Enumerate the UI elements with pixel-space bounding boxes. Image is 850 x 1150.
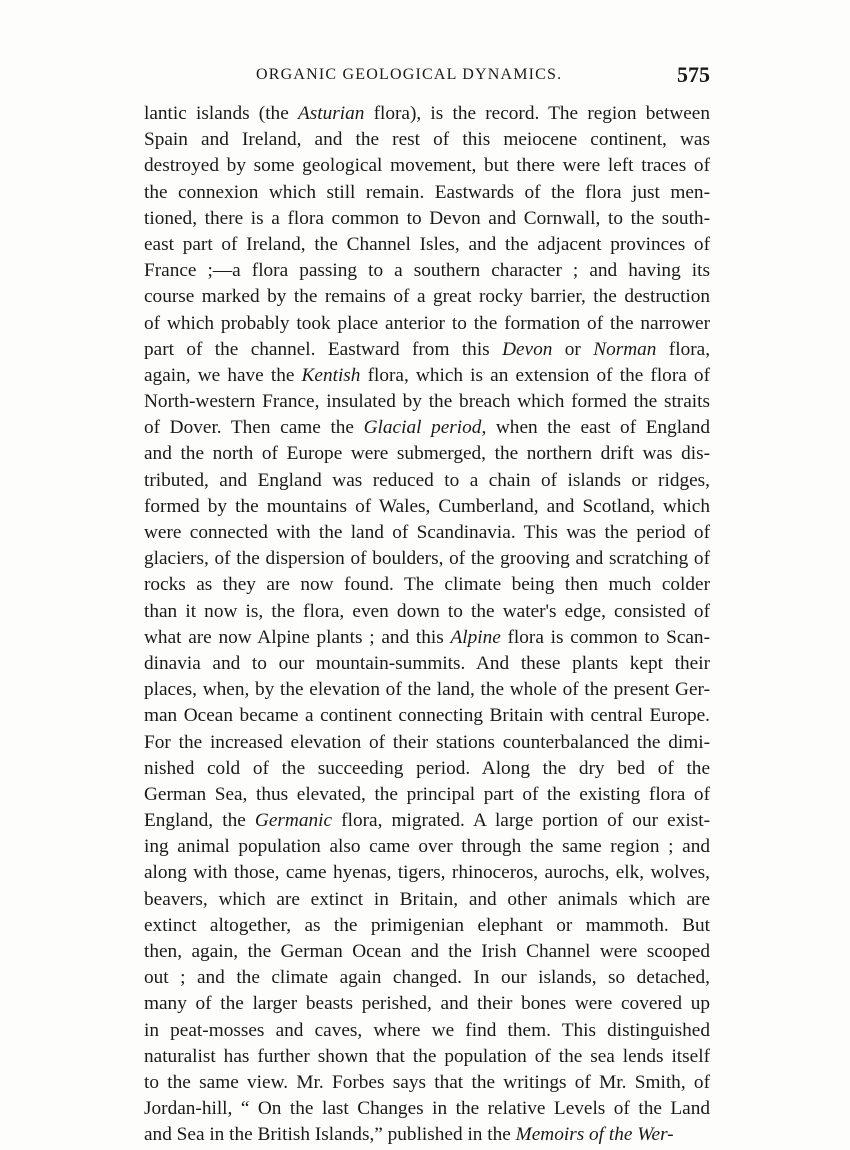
text-segment: , when the east of England [481, 417, 710, 439]
text-segment: flora), is the record. The region between [364, 103, 711, 124]
text-segment: again, we have the [144, 364, 302, 386]
italic-text: Alpine [450, 626, 501, 648]
text-line [144, 363, 710, 389]
text-segment: naturalist has further shown that the population of the sea lends itself [144, 1045, 710, 1067]
italic-text: Glacial period [363, 417, 482, 439]
text-line [144, 101, 710, 127]
text-segment: flora, migrated. A large portion of our exist- [332, 810, 710, 832]
text-line [144, 180, 710, 206]
text-segment: many of the larger beasts perished, and their bones were covered up [144, 993, 710, 1015]
text-line [144, 494, 710, 520]
text-line [144, 127, 710, 153]
text-segment: to the same view. Mr. Forbes says that the writings of Mr. Smith, of [144, 1071, 710, 1093]
text-line [144, 887, 710, 913]
text-segment: German Sea, thus elevated, the principal part of the existing flora of [144, 783, 710, 805]
body-text [144, 101, 710, 1149]
text-segment: dinavia and to our mountain-summits. And these plants kept their [144, 652, 710, 674]
text-segment: in peat-mosses and caves, where we find them. This distinguished [144, 1019, 710, 1041]
text-line [144, 965, 710, 991]
text-segment: Spain and Ireland, and the rest of this meiocene continent, was [144, 129, 710, 151]
text-segment: flora is common to Scan- [500, 626, 710, 648]
text-line [144, 468, 710, 494]
text-segment: then, again, the German Ocean and the Irish Channel were scooped [144, 941, 710, 962]
text-segment: ing animal population also came over through the same region ; and [144, 836, 710, 858]
text-segment: England, the [144, 810, 255, 832]
text-segment: extinct altogether, as the primigenian elephant or mammoth. But [144, 914, 710, 936]
text-segment: or [552, 338, 594, 360]
text-segment: For the increased elevation of their stations counterbalanced the dimi- [144, 731, 710, 753]
text-line [144, 311, 710, 337]
text-segment: flora, which is an extension of the flora of [360, 364, 710, 386]
text-line [144, 546, 710, 572]
text-segment: man Ocean became a continent connecting Britain with central Europe. [144, 705, 710, 727]
text-line [144, 599, 710, 625]
text-line [144, 808, 710, 834]
text-segment: part of the channel. Eastward from this [144, 338, 503, 360]
text-line [144, 913, 710, 939]
text-line [144, 730, 710, 756]
text-segment: nished cold of the succeeding period. Along the dry bed of the [144, 757, 710, 779]
text-line [144, 756, 710, 782]
text-line [144, 258, 710, 284]
running-head: ORGANIC GEOLOGICAL DYNAMICS. [256, 66, 563, 83]
text-line [144, 153, 710, 179]
italic-text: Germanic [254, 810, 333, 832]
text-segment: than it now is, the flora, even down to the water's edge, consisted of [144, 600, 710, 622]
text-segment: of which probably took place anterior to the formation of the narrower [144, 312, 710, 334]
text-segment: course marked by the remains of a great rocky barrier, the destruction [144, 286, 710, 308]
text-line [144, 232, 710, 258]
text-line [144, 625, 710, 651]
text-line [144, 1122, 710, 1148]
text-segment: along with those, came hyenas, tigers, rhinoceros, aurochs, elk, wolves, [144, 862, 710, 884]
text-segment: France ;—a flora passing to a southern character ; and having its [144, 260, 710, 282]
text-segment: beavers, which are extinct in Britain, and other animals which are [144, 888, 710, 910]
text-segment: destroyed by some geological movement, but there were left traces of [144, 155, 710, 177]
text-segment: tioned, there is a flora common to Devon and Cornwall, to the south- [144, 207, 710, 229]
text-line [144, 1070, 710, 1096]
text-segment: and the north of Europe were submerged, the northern drift was dis- [144, 443, 710, 465]
text-line [144, 389, 710, 415]
text-line [144, 1018, 710, 1044]
italic-text: Asturian [297, 103, 365, 124]
text-line [144, 284, 710, 310]
text-line [144, 782, 710, 808]
text-line [144, 415, 710, 441]
text-line [144, 206, 710, 232]
text-segment: North-western France, insulated by the breach which formed the straits [144, 391, 710, 413]
text-segment: Jordan-hill, “ On the last Changes in the relative Levels of the Land [144, 1098, 710, 1120]
italic-text: Devon [502, 338, 553, 360]
italic-text: Kentish [301, 364, 361, 386]
text-segment: what are now Alpine plants ; and this [144, 626, 451, 648]
text-line [144, 703, 710, 729]
text-line [144, 860, 710, 886]
text-line [144, 572, 710, 598]
page-header [144, 62, 710, 92]
text-segment: places, when, by the elevation of the land, the whole of the present Ger- [144, 679, 710, 701]
italic-text: Norman [593, 338, 657, 360]
text-segment: flora, [656, 338, 711, 360]
text-line [144, 834, 710, 860]
text-segment: and Sea in the British Islands,” published in the [144, 1124, 516, 1146]
text-line [144, 939, 710, 965]
text-line [144, 337, 710, 363]
text-line [144, 651, 710, 677]
italic-text: Memoirs of the Wer- [515, 1124, 674, 1146]
text-line [144, 991, 710, 1017]
page-number: 575 [677, 62, 710, 87]
text-segment: glaciers, of the dispersion of boulders, of the grooving and scratching of [144, 548, 710, 570]
text-line [144, 1044, 710, 1070]
text-segment: rocks as they are now found. The climate being then much colder [144, 574, 710, 596]
text-segment: tributed, and England was reduced to a chain of islands or ridges, [144, 469, 710, 491]
text-line [144, 520, 710, 546]
text-segment: out ; and the climate again changed. In our islands, so detached, [144, 967, 710, 989]
text-line [144, 1096, 710, 1122]
text-segment: of Dover. Then came the [144, 417, 364, 439]
text-segment: lantic islands (the [144, 103, 298, 124]
text-segment: the connexion which still remain. Eastwards of the flora just men- [144, 181, 710, 203]
text-line [144, 677, 710, 703]
text-segment: were connected with the land of Scandinavia. This was the period of [144, 522, 710, 543]
text-segment: formed by the mountains of Wales, Cumberland, and Scotland, which [144, 495, 710, 517]
text-line [144, 441, 710, 467]
text-segment: east part of Ireland, the Channel Isles, and the adjacent provinces of [144, 233, 710, 255]
